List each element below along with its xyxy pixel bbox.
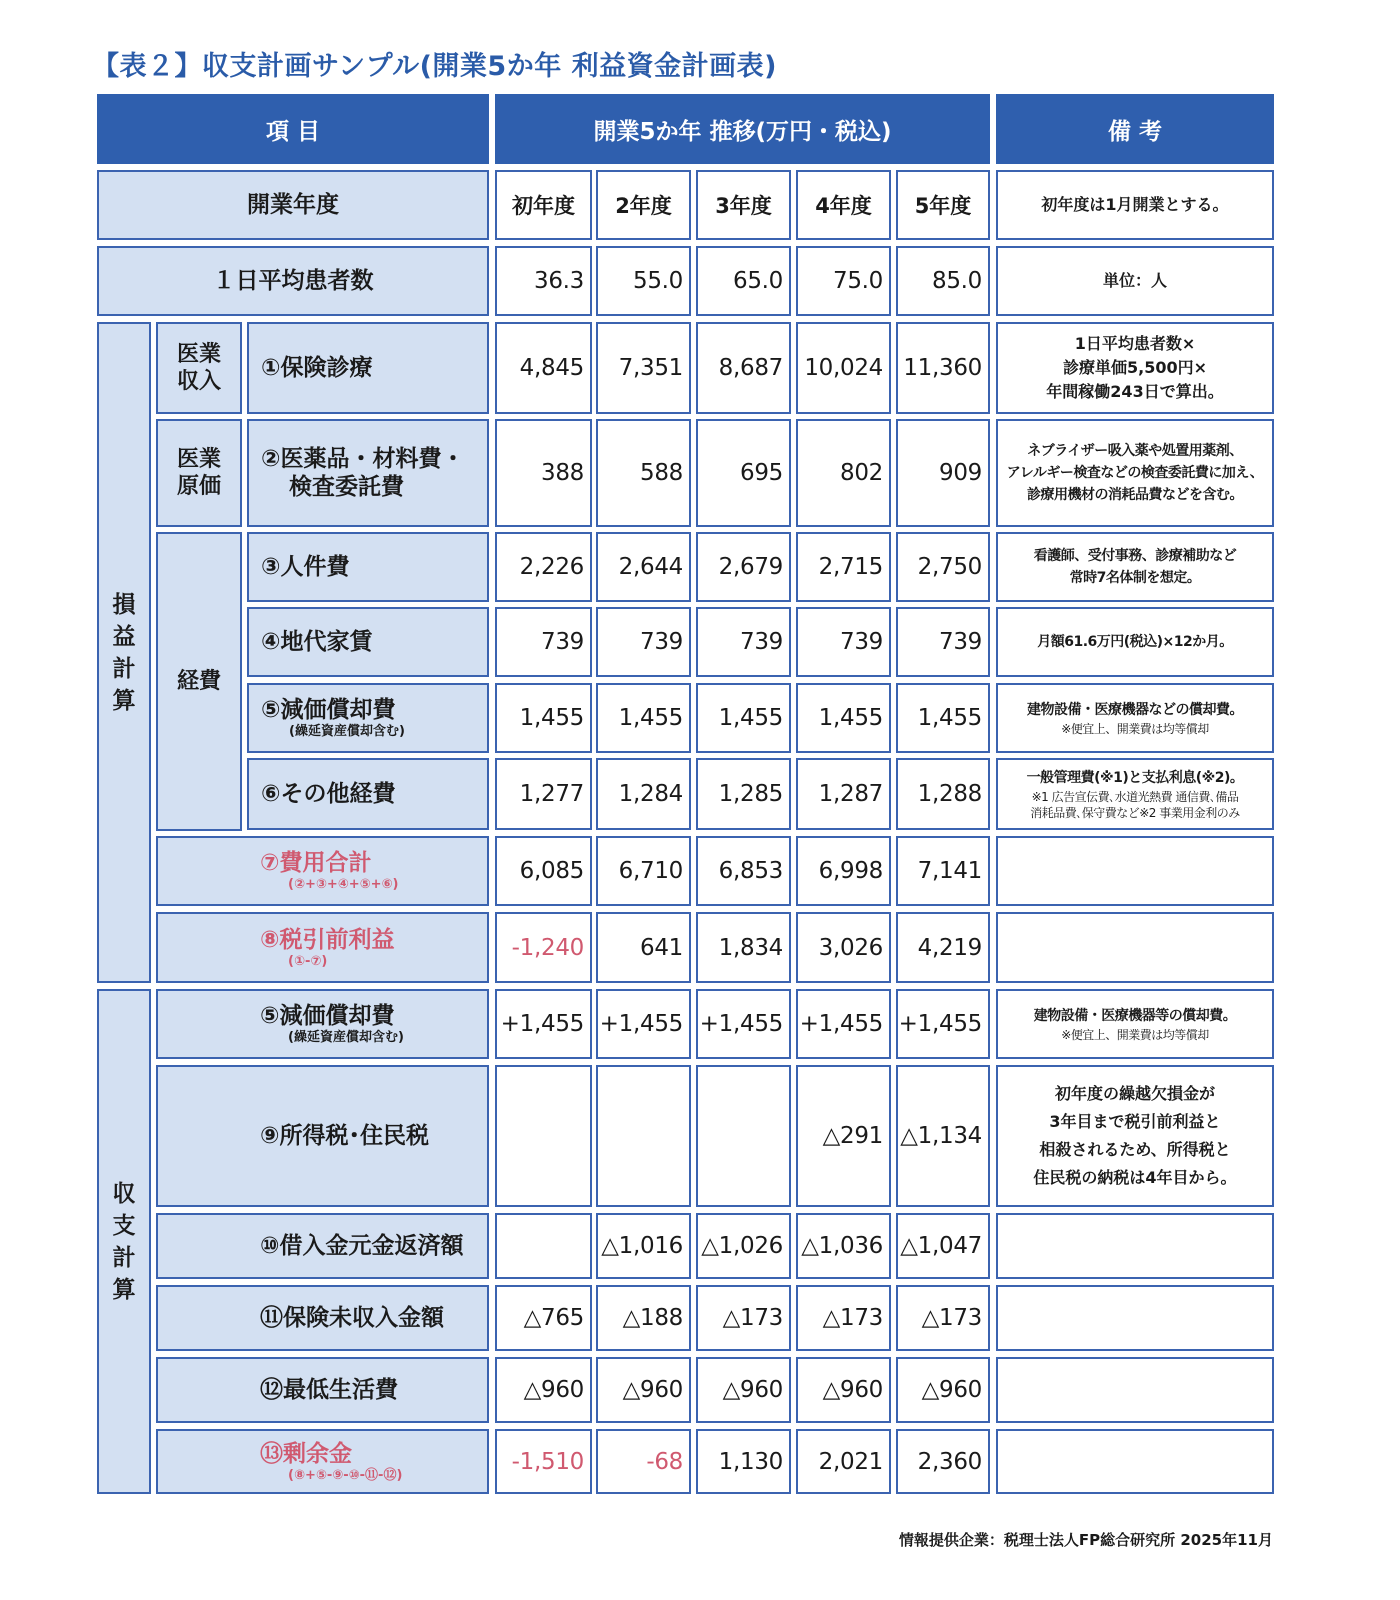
other-expenses-value: 1,288 xyxy=(917,781,982,807)
category-medical-income-text: 医業収入 xyxy=(176,342,221,394)
total-cost-cell xyxy=(896,836,990,906)
header-trend-label: 開業5か年 推移(万円・税込) xyxy=(593,118,892,145)
pretax-profit-note xyxy=(996,912,1274,983)
header-trend xyxy=(495,94,990,164)
personnel-value: 2,750 xyxy=(917,554,982,580)
insurance-receivable-value: △188 xyxy=(622,1305,683,1331)
year-note xyxy=(996,170,1274,240)
living-cost-value: △960 xyxy=(622,1377,683,1403)
cf-depreciation-cell xyxy=(596,989,691,1059)
total-cost-value: 6,853 xyxy=(718,858,783,884)
section-cf xyxy=(97,989,151,1494)
other-expenses-value: 1,287 xyxy=(818,781,883,807)
living-cost-value: △960 xyxy=(523,1377,584,1403)
year-text: 4年度 xyxy=(815,194,872,218)
row-label-cf-depreciation xyxy=(156,989,489,1059)
total-cost-value: 6,085 xyxy=(519,858,584,884)
surplus-cell xyxy=(596,1429,691,1494)
insurance-cell xyxy=(696,322,791,414)
row-label-insurance-receivable-text: ⑪保険未収入金額 xyxy=(260,1305,444,1331)
year-note-text: 初年度は1月開業とする。 xyxy=(1041,195,1229,214)
medicine-cell xyxy=(696,419,791,527)
medicine-value: 588 xyxy=(640,460,683,486)
row-label-cf-depreciation-text: ⑤減価償却費 xyxy=(260,1003,395,1029)
row-label-rent xyxy=(247,607,489,677)
cf-depreciation-note xyxy=(996,989,1274,1059)
row-label-patients xyxy=(97,246,489,316)
pretax-profit-cell xyxy=(596,912,691,983)
row-label-patients-text: １日平均患者数 xyxy=(212,268,374,294)
living-cost-value: △960 xyxy=(921,1377,982,1403)
insurance-receivable-cell xyxy=(696,1285,791,1351)
pretax-profit-value: 641 xyxy=(640,934,683,961)
income-tax-cell xyxy=(696,1065,791,1207)
patients-cell xyxy=(596,246,691,316)
year-cell xyxy=(796,170,891,240)
insurance-value: 8,687 xyxy=(718,355,783,381)
insurance-receivable-cell xyxy=(495,1285,592,1351)
note-line: 住民税の納税は4年目から。 xyxy=(1033,1168,1237,1187)
header-item xyxy=(97,94,489,164)
patients-value: 36.3 xyxy=(533,268,584,294)
row-label-depreciation-text: ⑤減価償却費 xyxy=(261,697,396,723)
personnel-value: 2,715 xyxy=(818,554,883,580)
living-cost-cell xyxy=(896,1357,990,1423)
insurance-cell xyxy=(796,322,891,414)
row-label-rent-text: ④地代家賃 xyxy=(261,629,373,655)
other-expenses-cell xyxy=(796,758,891,830)
rent-value: 739 xyxy=(640,629,683,655)
loan-repayment-cell xyxy=(596,1213,691,1279)
medicine-value: 695 xyxy=(740,460,783,486)
surplus-cell xyxy=(896,1429,990,1494)
row-label-total-cost xyxy=(156,836,489,906)
rent-value: 739 xyxy=(840,629,883,655)
insurance-receivable-value: △173 xyxy=(722,1305,783,1331)
note-line: 3年目まで税引前利益と xyxy=(1049,1112,1221,1131)
row-label-personnel xyxy=(247,532,489,602)
patients-cell xyxy=(495,246,592,316)
section-cf-text: 収支計算 xyxy=(112,1180,136,1303)
section-pl xyxy=(97,322,151,983)
row-label-total-cost-text: ⑦費用合計 xyxy=(260,850,372,876)
insurance-value: 7,351 xyxy=(618,355,683,381)
surplus-value: 2,360 xyxy=(917,1448,982,1475)
depreciation-cell xyxy=(596,683,691,753)
row-label-depreciation xyxy=(247,683,489,753)
income-tax-value: △1,134 xyxy=(900,1123,982,1149)
source-credit: 情報提供企業：税理士法人FP総合研究所 2025年11月 xyxy=(898,1531,1273,1549)
other-expenses-value: 1,284 xyxy=(618,781,683,807)
row-label-income-tax xyxy=(156,1065,489,1207)
insurance-cell xyxy=(896,322,990,414)
loan-repayment-note xyxy=(996,1213,1274,1279)
year-cell xyxy=(696,170,791,240)
personnel-cell xyxy=(495,532,592,602)
row-label-other-expenses xyxy=(247,758,489,830)
living-cost-cell xyxy=(596,1357,691,1423)
insurance-value: 4,845 xyxy=(519,355,584,381)
other-expenses-value: 1,277 xyxy=(519,781,584,807)
category-medical-income xyxy=(156,322,242,414)
loan-repayment-value: △1,036 xyxy=(801,1233,883,1259)
pretax-profit-cell xyxy=(495,912,592,983)
note-line: 建物設備・医療機器等の償却費。 xyxy=(1033,1008,1237,1024)
depreciation-cell xyxy=(896,683,990,753)
medicine-value: 802 xyxy=(840,460,883,486)
living-cost-cell xyxy=(696,1357,791,1423)
patients-value: 55.0 xyxy=(632,268,683,294)
pretax-profit-value: 1,834 xyxy=(718,934,783,961)
pretax-profit-cell xyxy=(896,912,990,983)
note-line: アレルギー検査などの検査委託費に加え、 xyxy=(1006,465,1264,481)
patients-value: 65.0 xyxy=(732,268,783,294)
rent-cell xyxy=(596,607,691,677)
medicine-cell xyxy=(596,419,691,527)
surplus-value: 1,130 xyxy=(718,1448,783,1475)
other-expenses-cell xyxy=(696,758,791,830)
depreciation-value: 1,455 xyxy=(718,705,783,731)
depreciation-cell xyxy=(495,683,592,753)
living-cost-value: △960 xyxy=(822,1377,883,1403)
income-tax-cell xyxy=(596,1065,691,1207)
surplus-note xyxy=(996,1429,1274,1494)
patients-note-text: 単位：人 xyxy=(1102,271,1167,290)
section-pl-text: 損益計算 xyxy=(112,591,136,714)
year-text: 初年度 xyxy=(512,194,575,218)
row-label-living-cost-text: ⑫最低生活費 xyxy=(260,1377,398,1403)
pretax-profit-cell xyxy=(796,912,891,983)
year-text: 2年度 xyxy=(615,194,672,218)
note-line: ネブライザー吸入薬や処置用薬剤、 xyxy=(1027,443,1243,459)
category-medical-cost xyxy=(156,419,242,527)
medicine-value: 388 xyxy=(541,460,584,486)
note-line: 常時7名体制を想定。 xyxy=(1069,570,1201,586)
row-label-insurance xyxy=(247,322,489,414)
row-label-total-cost-sub: (②+③+④+⑤+⑥) xyxy=(288,877,399,892)
row-label-medicine-line1: ②医薬品・材料費・ xyxy=(261,446,465,472)
row-label-medicine-line2: 検査委託費 xyxy=(289,474,404,500)
income-tax-cell xyxy=(796,1065,891,1207)
income-tax-cell xyxy=(495,1065,592,1207)
surplus-cell xyxy=(796,1429,891,1494)
year-text: 5年度 xyxy=(914,194,972,218)
category-expenses-text: 経費 xyxy=(176,669,221,694)
pretax-profit-value: -1,240 xyxy=(511,934,584,961)
loan-repayment-cell xyxy=(796,1213,891,1279)
page-title: 【表２】収支計画サンプル(開業5か年 利益資金計画表) xyxy=(92,51,777,82)
loan-repayment-value: △1,047 xyxy=(900,1233,982,1259)
pretax-profit-value: 4,219 xyxy=(917,934,982,961)
rent-value: 739 xyxy=(939,629,982,655)
personnel-value: 2,226 xyxy=(519,554,584,580)
rent-note-text: 月額61.6万円(税込)×12か月。 xyxy=(1037,634,1233,650)
row-label-loan-repayment xyxy=(156,1213,489,1279)
year-cell xyxy=(596,170,691,240)
cf-depreciation-value: +1,455 xyxy=(799,1011,883,1037)
insurance-receivable-cell xyxy=(796,1285,891,1351)
medicine-cell xyxy=(796,419,891,527)
personnel-cell xyxy=(596,532,691,602)
note-line: 看護師、受付事務、診療補助など xyxy=(1033,548,1237,564)
cf-depreciation-cell xyxy=(696,989,791,1059)
row-label-year xyxy=(97,170,489,240)
loan-repayment-cell xyxy=(696,1213,791,1279)
insurance-receivable-cell xyxy=(896,1285,990,1351)
personnel-note xyxy=(996,532,1274,602)
note-line: 診療単価5,500円× xyxy=(1062,358,1208,377)
rent-cell xyxy=(896,607,990,677)
income-tax-value: △291 xyxy=(822,1123,883,1149)
total-cost-cell xyxy=(596,836,691,906)
cf-depreciation-value: +1,455 xyxy=(699,1011,783,1037)
insurance-receivable-note xyxy=(996,1285,1274,1351)
row-label-personnel-text: ③人件費 xyxy=(261,554,350,580)
rent-value: 739 xyxy=(541,629,584,655)
other-expenses-note xyxy=(996,758,1274,830)
rent-cell xyxy=(796,607,891,677)
depreciation-value: 1,455 xyxy=(917,705,982,731)
other-expenses-cell xyxy=(896,758,990,830)
personnel-value: 2,679 xyxy=(718,554,783,580)
row-label-insurance-text: ①保険診療 xyxy=(261,355,373,381)
other-expenses-value: 1,285 xyxy=(718,781,783,807)
header-remarks-label: 備 考 xyxy=(1107,118,1162,145)
living-cost-note xyxy=(996,1357,1274,1423)
insurance-cell xyxy=(495,322,592,414)
note-line: 診療用機材の消耗品費などを含む。 xyxy=(1027,487,1243,503)
pretax-profit-value: 3,026 xyxy=(818,934,883,961)
patients-cell xyxy=(696,246,791,316)
insurance-receivable-value: △173 xyxy=(921,1305,982,1331)
depreciation-cell xyxy=(696,683,791,753)
cf-depreciation-value: +1,455 xyxy=(599,1011,683,1037)
medicine-note xyxy=(996,419,1274,527)
note-sub-line: 消耗品費､保守費など※2 事業用金利のみ xyxy=(1030,806,1240,820)
row-label-income-tax-text: ⑨所得税･住民税 xyxy=(260,1123,429,1149)
depreciation-value: 1,455 xyxy=(618,705,683,731)
depreciation-value: 1,455 xyxy=(519,705,584,731)
insurance-cell xyxy=(596,322,691,414)
row-label-medicine xyxy=(247,419,489,527)
living-cost-cell xyxy=(796,1357,891,1423)
row-label-surplus-sub: (⑧+⑤-⑨-⑩-⑪-⑫) xyxy=(288,1467,403,1483)
personnel-cell xyxy=(796,532,891,602)
medicine-cell xyxy=(896,419,990,527)
insurance-value: 11,360 xyxy=(903,355,982,381)
row-label-other-expenses-text: ⑥その他経費 xyxy=(261,781,396,807)
total-cost-cell xyxy=(796,836,891,906)
cf-depreciation-value: +1,455 xyxy=(898,1011,982,1037)
cf-depreciation-cell xyxy=(495,989,592,1059)
patients-cell xyxy=(796,246,891,316)
note-line: 相殺されるため、所得税と xyxy=(1039,1140,1231,1159)
living-cost-cell xyxy=(495,1357,592,1423)
note-sub-line: ※1 広告宣伝費､水道光熱費 通信費､備品 xyxy=(1031,790,1239,804)
rent-cell xyxy=(495,607,592,677)
loan-repayment-cell xyxy=(495,1213,592,1279)
personnel-value: 2,644 xyxy=(618,554,683,580)
row-label-cf-depreciation-sub: (繰延資産償却含む) xyxy=(288,1030,404,1045)
row-label-surplus-text: ⑬剰余金 xyxy=(260,1440,352,1467)
total-cost-value: 6,710 xyxy=(618,858,683,884)
row-label-insurance-receivable xyxy=(156,1285,489,1351)
header-item-label: 項 目 xyxy=(265,118,320,145)
surplus-cell xyxy=(696,1429,791,1494)
personnel-cell xyxy=(696,532,791,602)
year-cell xyxy=(495,170,592,240)
surplus-cell xyxy=(495,1429,592,1494)
note-line: 年間稼働243日で算出。 xyxy=(1046,382,1224,401)
rent-cell xyxy=(696,607,791,677)
surplus-value: -68 xyxy=(646,1448,683,1475)
year-cell xyxy=(896,170,990,240)
patients-value: 85.0 xyxy=(931,268,982,294)
other-expenses-cell xyxy=(596,758,691,830)
loan-repayment-value: △1,026 xyxy=(701,1233,783,1259)
row-label-living-cost xyxy=(156,1357,489,1423)
total-cost-cell xyxy=(696,836,791,906)
total-cost-value: 6,998 xyxy=(818,858,883,884)
note-line: 1日平均患者数× xyxy=(1074,334,1196,353)
insurance-note xyxy=(996,322,1274,414)
row-label-pretax-profit-sub: (①-⑦) xyxy=(288,953,328,969)
pretax-profit-cell xyxy=(696,912,791,983)
depreciation-cell xyxy=(796,683,891,753)
total-cost-cell xyxy=(495,836,592,906)
living-cost-value: △960 xyxy=(722,1377,783,1403)
insurance-receivable-value: △173 xyxy=(822,1305,883,1331)
personnel-cell xyxy=(896,532,990,602)
row-label-surplus xyxy=(156,1429,489,1494)
category-expenses xyxy=(156,532,242,831)
patients-value: 75.0 xyxy=(832,268,883,294)
medicine-value: 909 xyxy=(939,460,982,486)
loan-repayment-cell xyxy=(896,1213,990,1279)
total-cost-value: 7,141 xyxy=(917,858,982,884)
insurance-receivable-value: △765 xyxy=(523,1305,584,1331)
patients-cell xyxy=(896,246,990,316)
row-label-depreciation-sub: (繰延資産償却含む) xyxy=(289,724,405,739)
rent-value: 739 xyxy=(740,629,783,655)
surplus-value: 2,021 xyxy=(818,1448,883,1475)
category-medical-cost-text: 医業原価 xyxy=(176,447,221,499)
loan-repayment-value: △1,016 xyxy=(601,1233,683,1259)
depreciation-value: 1,455 xyxy=(818,705,883,731)
note-sub-line: ※便宜上、開業費は均等償却 xyxy=(1061,1028,1209,1042)
medicine-cell xyxy=(495,419,592,527)
cf-depreciation-value: +1,455 xyxy=(500,1011,584,1037)
cf-depreciation-cell xyxy=(796,989,891,1059)
note-line: 初年度の繰越欠損金が xyxy=(1054,1084,1215,1103)
cf-depreciation-cell xyxy=(896,989,990,1059)
surplus-value: -1,510 xyxy=(511,1448,584,1475)
patients-note xyxy=(996,246,1274,316)
insurance-value: 10,024 xyxy=(804,355,883,381)
year-text: 3年度 xyxy=(715,194,772,218)
row-label-pretax-profit-text: ⑧税引前利益 xyxy=(260,926,395,953)
header-remarks xyxy=(996,94,1274,164)
row-label-pretax-profit xyxy=(156,912,489,983)
depreciation-note xyxy=(996,683,1274,753)
other-expenses-cell xyxy=(495,758,592,830)
row-label-year-text: 開業年度 xyxy=(247,192,339,218)
row-label-loan-repayment-text: ⑩借入金元金返済額 xyxy=(260,1233,464,1259)
income-tax-cell xyxy=(896,1065,990,1207)
rent-note xyxy=(996,607,1274,677)
note-line: 建物設備・医療機器などの償却費。 xyxy=(1027,702,1243,718)
insurance-receivable-cell xyxy=(596,1285,691,1351)
note-line: 一般管理費(※1)と支払利息(※2)。 xyxy=(1026,770,1244,786)
note-sub-line: ※便宜上、開業費は均等償却 xyxy=(1061,722,1209,736)
total-cost-note xyxy=(996,836,1274,906)
income-tax-note xyxy=(996,1065,1274,1207)
